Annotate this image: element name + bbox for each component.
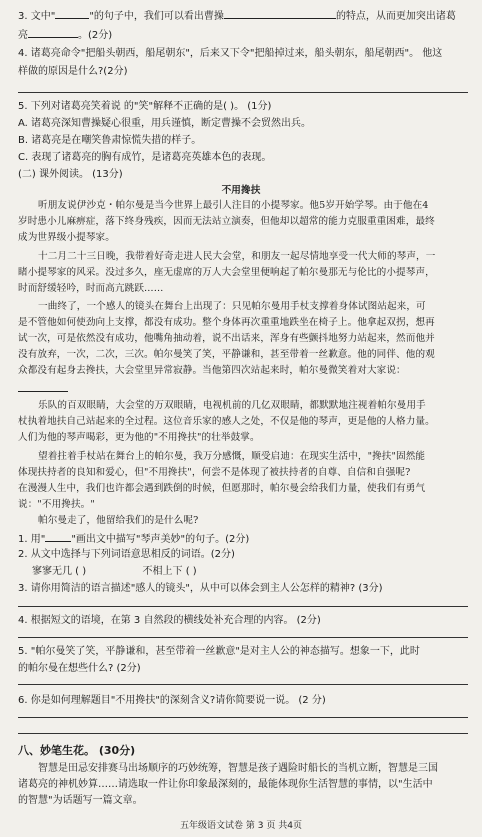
passage-line: 时而舒缓轻吟，时而高亢跳跃…… [18, 283, 164, 294]
passage-title: 不用搀扶 [221, 185, 261, 196]
reading-question-1: 1. 用" "画出文中描写"琴声美妙"的句子。(2分) [18, 531, 468, 546]
passage-line: 众都没有起身去搀扶，大会堂里异常寂静。当他第四次站起来时，帕尔曼微笑着对大家说： [18, 365, 406, 376]
answer-blank[interactable] [45, 531, 71, 542]
reading-question-5-line2: 的帕尔曼在想些什么? (2分) [18, 663, 141, 674]
question-5: 5. 下列对诸葛亮笑着说 的"笑"解释不正确的是( )。 (1分) [18, 101, 272, 112]
passage-line: 望着拄着手杖站在舞台上的帕尔曼，我万分感慨，顺受启迪：在现实生活中，"搀扶"固然能 [38, 451, 426, 462]
passage-line: 试一次，可是依然没有成功，他嘴角抽动着，说不出话来，浑身有些颤抖地努力站起来，然而他并 [18, 333, 435, 344]
reading-question-6: 6. 你是如何理解题目"不用搀扶"的深刻含义?请你简要说一说。 (2 分) [18, 695, 326, 706]
answer-line[interactable] [18, 733, 468, 734]
antonym-item[interactable]: 不相上下 ( ) [142, 566, 197, 577]
answer-line[interactable] [18, 637, 468, 638]
reading-question-5-line1: 5. "帕尔曼笑了笑，平静谦和，甚至带着一丝歉意"是对主人公的神态描写。想象一下，此时 [18, 646, 420, 657]
passage-line: 岁时患小儿麻痹症，落下终身残疾，因而无法站立演奏，但他却以超常的能力克服重重困难，最终 [18, 216, 435, 227]
antonym-item[interactable]: 寥寥无几 ( ) [32, 566, 87, 577]
passage-line: 杖执着地扶自己站起来的全过程。这位音乐家的感人之处，不仅是他的琴声，更是他的人格力量。 [18, 416, 435, 427]
reading-question-4: 4. 根据短文的语境，在第 3 自然段的横线处补充合理的内容。 (2分) [18, 615, 321, 626]
option-a: A. 诸葛亮深知曹操疑心很重，用兵谨慎，断定曹操不会贸然出兵。 [18, 118, 312, 129]
answer-line[interactable] [18, 92, 468, 93]
question-3-line1: 3. 文中" "的句子中，我们可以看出曹操 的特点，从而更加突出诸葛 [18, 8, 468, 23]
passage-line: 十二月二十三日晚，我带着好奇走进人民大会堂，和朋友一起尽情地享受一代大师的琴声，一 [38, 251, 436, 262]
passage-line: 听朋友说伊沙克・帕尔曼是当今世界上最引人注目的小提琴家。他5岁开始学琴。由于他在4 [38, 200, 429, 211]
passage-line: 睹小提琴家的风采。没过多久，座无虚席的万人大会堂里便响起了帕尔曼那无与伦比的小提琴声， [18, 267, 435, 278]
passage-line: 乐队的百双眼睛，大会堂的万双眼睛，电视机前的几亿双眼睛，都默默地注视着帕尔曼用手 [38, 400, 426, 411]
reading-question-2: 2. 从文中选择与下列词语意思相反的词语。(2分) [18, 549, 235, 560]
word-pair-line [18, 565, 468, 578]
writing-prompt-line: 的智慧"为话题写一篇文章。 [18, 795, 143, 806]
passage-line: 人们为他的琴声喝彩，更为他的"不用搀扶"的壮举鼓掌。 [18, 432, 260, 443]
passage-line: 一曲终了，一个感人的镜头在舞台上出现了：只见帕尔曼用手杖支撑着身体试图站起来，可 [38, 301, 426, 312]
fill-in-line [18, 381, 468, 396]
passage-line: 成为世界级小提琴家。 [18, 232, 115, 243]
answer-blank[interactable] [18, 381, 68, 392]
answer-blank[interactable] [224, 8, 336, 19]
passage-line: 在漫漫人生中，我们也许都会遇到跌倒的时候，但愿那时，帕尔曼会给我们力量，使我们有勇气 [18, 483, 426, 494]
passage-line: 体现扶持者的良知和爱心，但"不用搀扶"，何尝不是体现了被扶持者的自尊、自信和自强呢? [18, 467, 411, 478]
answer-blank[interactable] [55, 8, 89, 19]
passage-line: 是不管他如何使劲向上支撑，都没有成功。整个身体再次重重地跌坐在椅子上。他拿起双拐，想再 [18, 317, 435, 328]
answer-line[interactable] [18, 717, 468, 718]
question-4-line2: 样做的原因是什么?(2分) [18, 66, 128, 77]
writing-prompt-line: 智慧是田忌安排赛马出场顺序的巧妙统筹，智慧是孩子遇险时船长的当机立断，智慧是三国 [38, 763, 438, 774]
passage-line: 帕尔曼走了，他留给我们的是什么呢? [38, 515, 199, 526]
question-3-line2: 亮 。(2分) [18, 27, 468, 42]
passage-line: 没有放弃，一次，二次，三次。帕尔曼笑了笑，平静谦和，甚至带着一丝歉意。他的同伴、他的观 [18, 349, 435, 360]
answer-line[interactable] [18, 606, 468, 607]
option-c: C. 表现了诸葛亮的胸有成竹，是诸葛亮英雄本色的表现。 [18, 152, 272, 163]
section-8-heading: 八、妙笔生花。 (30分) [18, 744, 136, 757]
option-b: B. 诸葛亮是在嘲笑鲁肃惊慌失措的样子。 [18, 135, 202, 146]
answer-line[interactable] [18, 684, 468, 685]
question-4-line1: 4. 诸葛亮命令"把船头朝西，船尾朝东"，后来又下令"把船掉过来，船头朝东，船尾朝西"。 他这 [18, 48, 443, 59]
passage-line: 说："不用搀扶。" [18, 499, 95, 510]
page-footer: 五年级语文试卷 第 3 页 共4页 [180, 821, 302, 831]
writing-prompt-line: 诸葛亮的神机妙算……请选取一件让你印象最深刻的，最能体现你生活智慧的事情，以"生活中 [18, 779, 433, 790]
reading-question-3: 3. 请你用简洁的语言描述"感人的镜头"，从中可以体会到主人公怎样的精神? (3分) [18, 583, 383, 594]
section-heading: (二) 课外阅读。 (13分) [18, 169, 123, 180]
answer-blank[interactable] [28, 27, 78, 38]
